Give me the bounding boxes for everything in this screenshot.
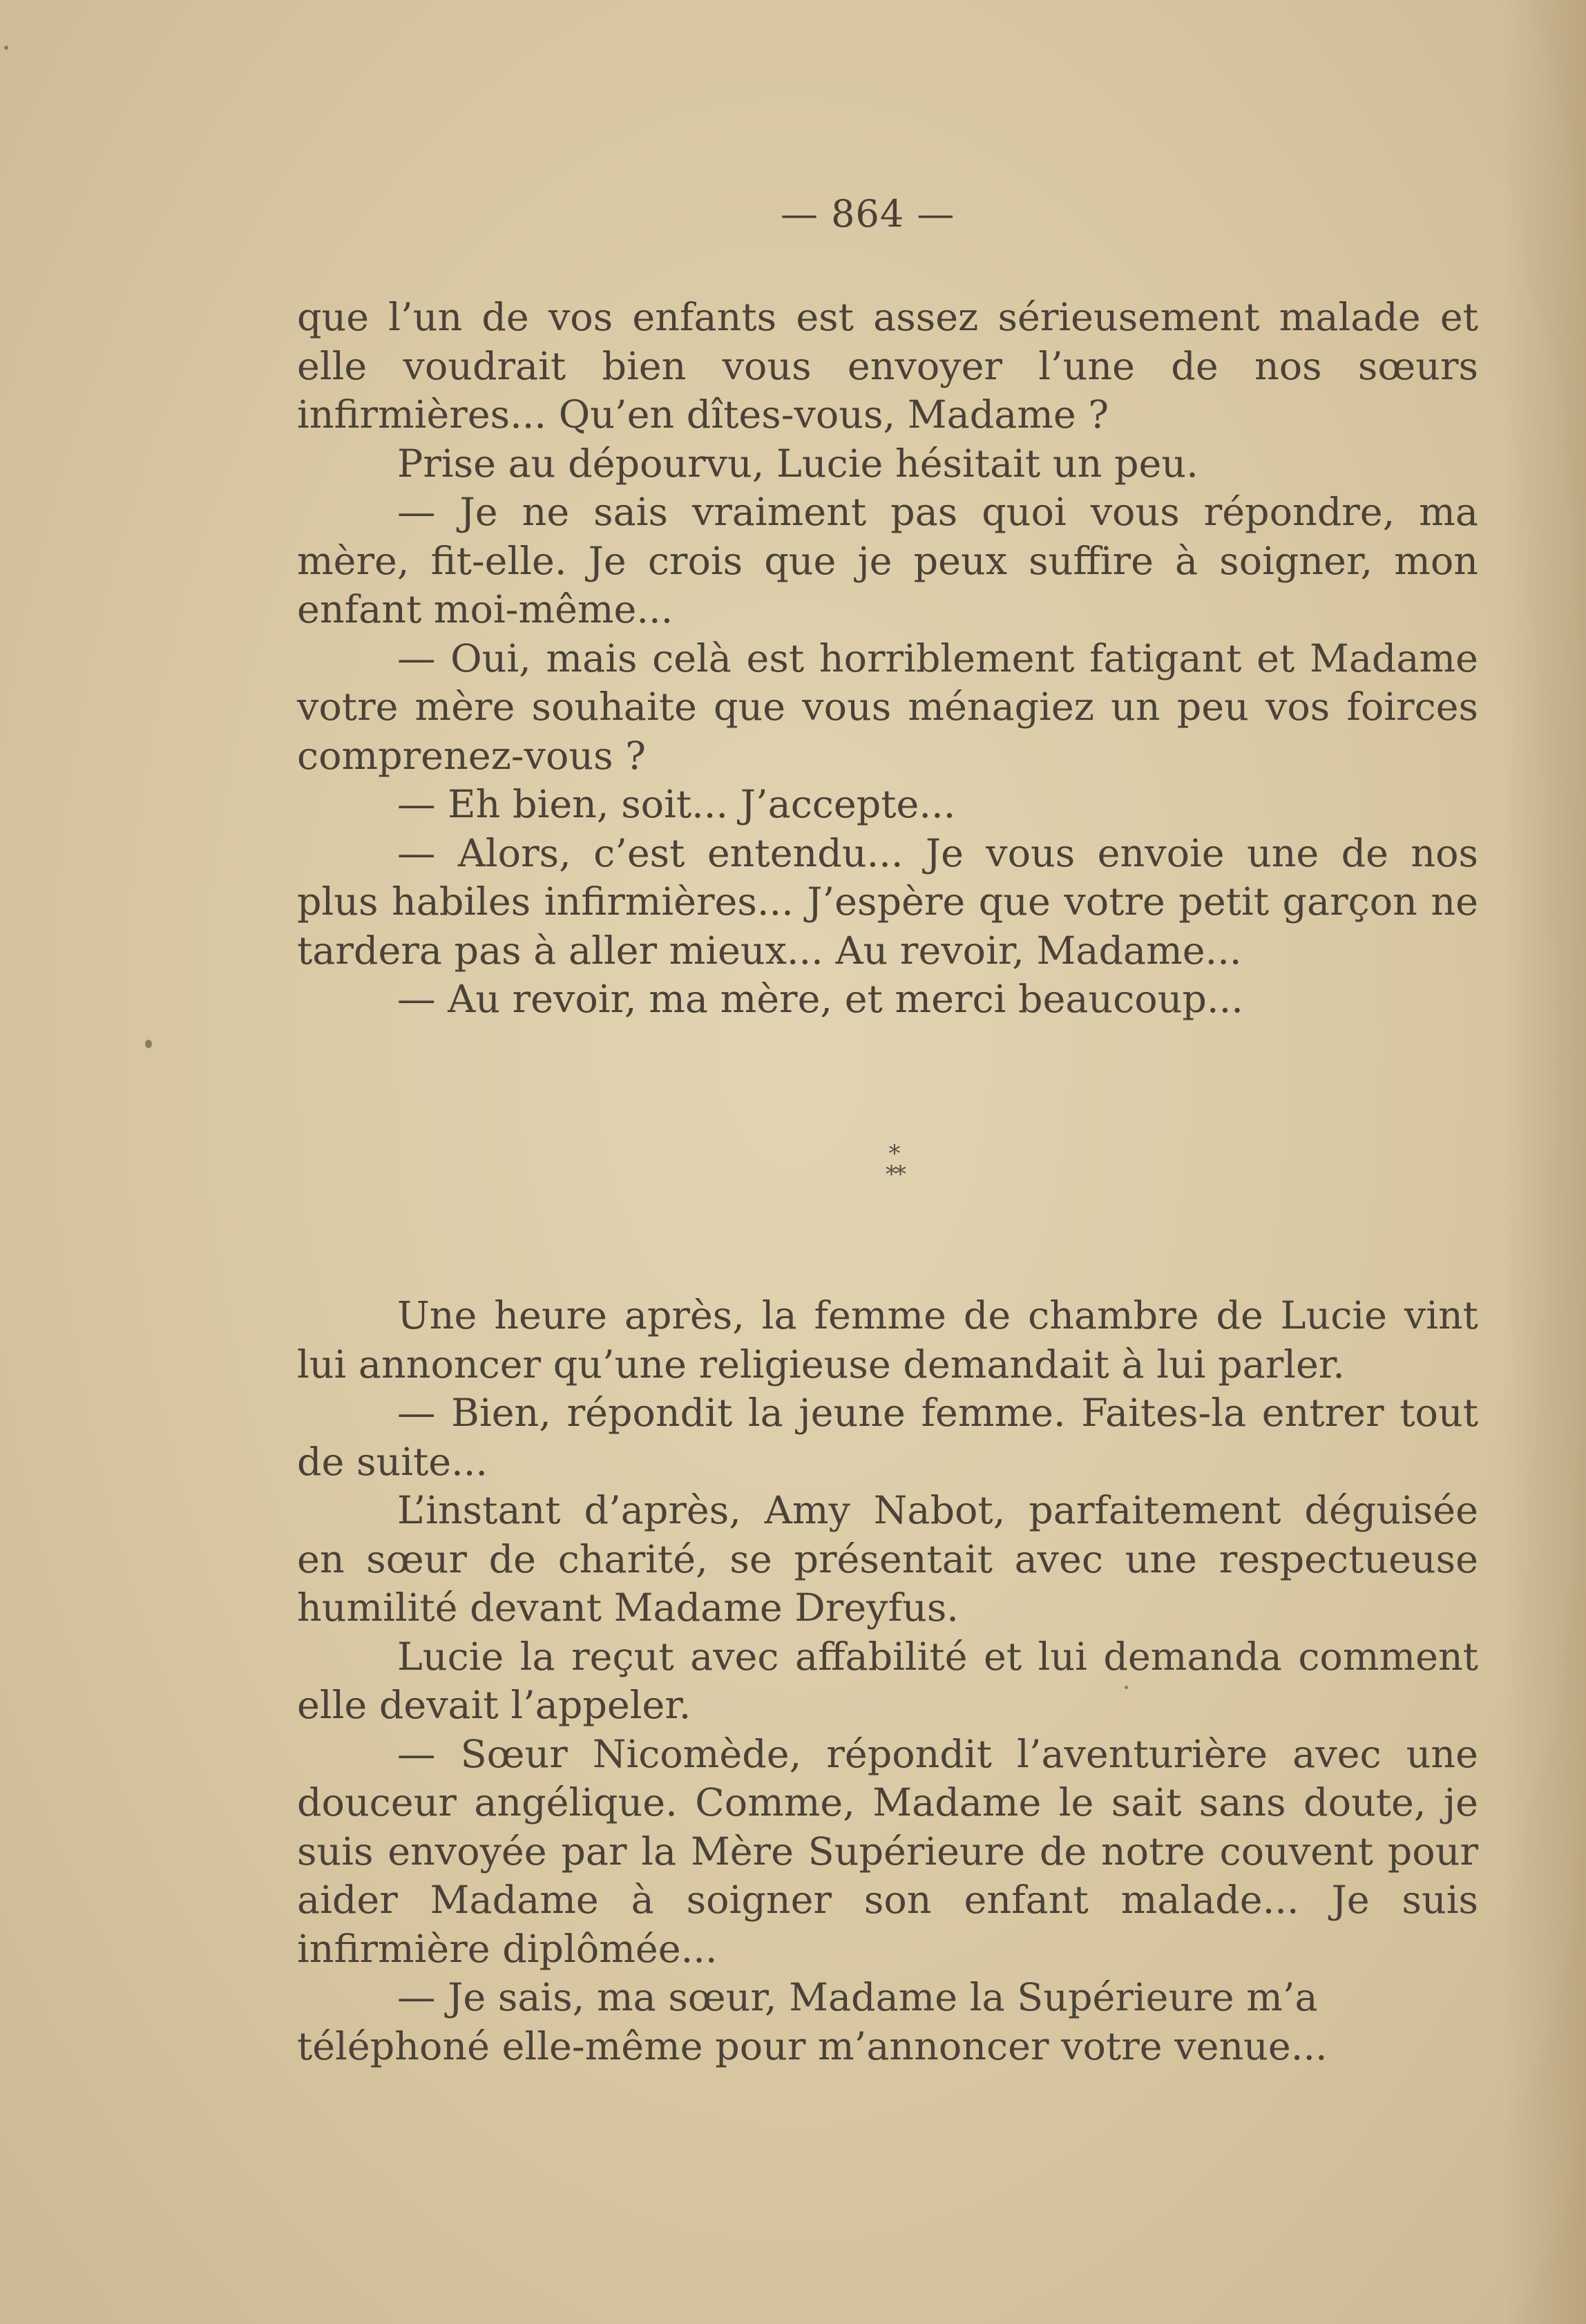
section-separator [867,1140,922,1188]
paragraph: L’instant d’après, Amy Nabot, parfaitement déguisée en sœur de charité, se présentait avec une respectueuse humilité devant Madame Dreyfus. [297,1488,1478,1630]
paper-speck [145,1040,152,1048]
paragraph: Prise au dépourvu, Lucie hésitait un peu. [397,441,1198,486]
text-section-2 [297,1292,1478,2071]
paragraph: — Eh bien, soit... J’accepte... [397,782,956,827]
page-number: — 864 — [781,192,955,236]
page-edge-shadow [1503,0,1586,2324]
paragraph: — Oui, mais celà est horriblement fatigant et Madame votre mère souhaite que vous ménagiez un peu vos foirces comprenez-vous ? [297,636,1478,779]
paragraph: — Bien, répondit la jeune femme. Faites-la entrer tout de suite... [297,1391,1478,1485]
paragraph: — Au revoir, ma mère, et merci beaucoup... [397,977,1243,1022]
paper-speck [4,46,8,50]
text-section-1 [297,294,1478,1025]
paragraph: — Je ne sais vraiment pas quoi vous répondre, ma mère, fit-elle. Je crois que je peux suffire à soigner, mon enfant moi-même... [297,490,1478,632]
paragraph: — Alors, c’est entendu... Je vous envoie une de nos plus habiles infirmières... J’espère que votre petit garçon ne tardera pas à aller mieux... Au revoir, Madame... [297,830,1478,973]
paragraph: — Je sais, ma sœur, Madame la Supérieure m’a téléphoné elle-même pour m’annoncer votre venue... [297,1975,1328,2069]
paragraph: Une heure après, la femme de chambre de Lucie vint lui annoncer qu’une religieuse demandait à lui parler. [297,1293,1478,1387]
separator-asterisk-bottom: ** [886,1161,904,1188]
paragraph: — Sœur Nicomède, répondit l’aventurière avec une douceur angélique. Comme, Madame le sait sans doute, je suis envoyée par la Mère Supérieure de notre couvent pour aider Madame à soigner son enfant malade... Je suis infirmière diplômée... [297,1731,1478,1972]
paragraph: Lucie la reçut avec affabilité et lui demanda comment elle devait l’appeler. [297,1634,1478,1728]
separator-asterisk-top: * [888,1140,901,1168]
paragraph: que l’un de vos enfants est assez sérieusement malade et elle voudrait bien vous envoyer l’une de nos sœurs infirmières... Qu’en dîtes-vous, Madame ? [297,295,1478,437]
